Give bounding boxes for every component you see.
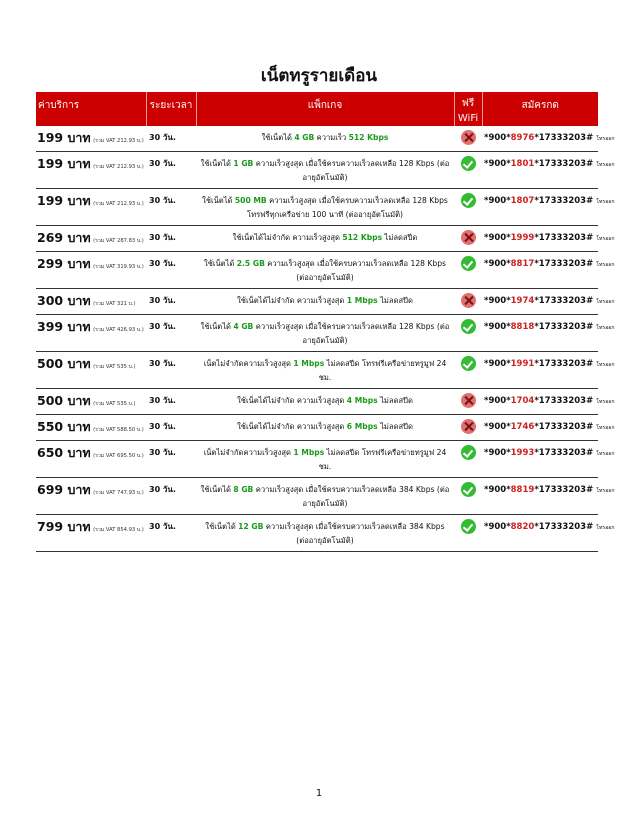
wifi-cell [454, 478, 482, 515]
wifi-cell [454, 289, 482, 315]
package-table [36, 92, 615, 552]
wifi-cell [454, 126, 482, 152]
price-cell [36, 152, 146, 189]
vat-note: (รวม VAT 588.50 บ.) [93, 427, 144, 433]
check-icon [461, 193, 476, 208]
period-cell: 30 วัน. [146, 289, 196, 315]
cross-icon [461, 230, 476, 245]
table-row [36, 189, 598, 226]
wifi-cell [454, 252, 482, 289]
package-cell [196, 226, 454, 252]
dial-code-cell[interactable] [482, 152, 615, 189]
call-label: โทรออก [596, 136, 615, 142]
check-icon [461, 482, 476, 497]
page-title: เน็ตทรูรายเดือน [260, 66, 378, 86]
package-cell [196, 315, 454, 352]
table-row [36, 289, 598, 315]
package-text: เน็ตไม่จำกัดความเร็วสูงสุด [203, 448, 294, 457]
package-text: ความเร็วสูงสุด เมื่อใช้ครบความเร็วลดเหลือ 128 Kbps (ต่ออายุอัตโนมัติ) [253, 322, 450, 345]
table-row [36, 226, 598, 252]
table-row [36, 441, 598, 478]
check-icon [461, 519, 476, 534]
table-row [36, 352, 598, 389]
wifi-cell [454, 515, 482, 552]
package-text: ใช้เน็ตได้ [205, 522, 239, 531]
vat-note: (รวม VAT 747.93 บ.) [93, 490, 144, 496]
package-text: ใช้เน็ตได้ [203, 259, 237, 268]
check-icon [461, 256, 476, 271]
package-text: เน็ตไม่จำกัดความเร็วสูงสุด [203, 359, 294, 368]
package-highlight: 12 GB [238, 522, 264, 531]
period-cell: 30 วัน. [146, 352, 196, 389]
dial-code[interactable]: *900*1991*17333203# [484, 359, 594, 369]
package-cell [196, 441, 454, 478]
package-highlight: 512 Kbps [348, 133, 389, 142]
wifi-cell [454, 415, 482, 441]
package-text: ไม่ลดสปีด [377, 422, 413, 431]
price-cell [36, 226, 146, 252]
package-highlight: 2.5 GB [236, 259, 265, 268]
package-highlight: 4 GB [233, 322, 254, 331]
package-highlight: 8 GB [233, 485, 254, 494]
price-cell [36, 515, 146, 552]
period-cell: 30 วัน. [146, 226, 196, 252]
package-cell [196, 478, 454, 515]
package-highlight: 1 Mbps [346, 296, 378, 305]
price-cell [36, 315, 146, 352]
package-highlight: 1 Mbps [293, 359, 325, 368]
dial-code-cell[interactable] [482, 415, 615, 441]
table-row [36, 315, 598, 352]
col-service-fee: ค่าบริการ [36, 92, 146, 126]
price: 799 บาท [37, 519, 91, 534]
cross-icon [461, 419, 476, 434]
period-cell: 30 วัน. [146, 389, 196, 415]
dial-code[interactable]: *900*8976*17333203# [484, 133, 594, 143]
table-row [36, 515, 598, 552]
price-cell [36, 389, 146, 415]
dial-code[interactable]: *900*8819*17333203# [484, 485, 594, 495]
table-row [36, 478, 598, 515]
vat-note: (รวม VAT 319.93 บ.) [93, 264, 144, 270]
vat-note: (รวม VAT 535 บ.) [93, 364, 136, 370]
package-cell [196, 152, 454, 189]
package-highlight: 4 Mbps [346, 396, 378, 405]
package-text: ใช้เน็ตได้ [202, 196, 235, 205]
period-cell: 30 วัน. [146, 415, 196, 441]
price-cell [36, 415, 146, 441]
package-text: ความเร็วสูงสุด เมื่อใช้ครบความเร็วลดเหลือ 384 Kbps (ต่ออายุอัตโนมัติ) [253, 485, 450, 508]
dial-code[interactable]: *900*8820*17333203# [484, 522, 594, 532]
call-label: โทรออก [596, 162, 615, 168]
dial-code[interactable]: *900*1704*17333203# [484, 396, 594, 406]
package-cell [196, 389, 454, 415]
dial-code[interactable]: *900*1993*17333203# [484, 448, 594, 458]
package-text: ความเร็ว [314, 133, 349, 142]
period-cell: 30 วัน. [146, 478, 196, 515]
table-row [36, 126, 598, 152]
package-highlight: 4 GB [294, 133, 315, 142]
price-cell [36, 478, 146, 515]
package-text: ใช้เน็ตได้ไม่จำกัด ความเร็วสูงสุด [237, 396, 347, 405]
price: 699 บาท [37, 482, 91, 497]
cross-icon [461, 393, 476, 408]
wifi-cell [454, 315, 482, 352]
package-highlight: 1 Mbps [293, 448, 325, 457]
check-icon [461, 445, 476, 460]
call-label: โทรออก [596, 488, 615, 494]
vat-note: (รวม VAT 321 บ.) [93, 301, 136, 307]
price: 500 บาท [37, 393, 91, 408]
period-cell: 30 วัน. [146, 126, 196, 152]
call-label: โทรออก [596, 399, 615, 405]
package-text: ไม่ลดสปีด [382, 233, 418, 242]
col-package: แพ็กเกจ [196, 92, 454, 126]
package-text: ความเร็วสูงสุด เมื่อใช้ครบความเร็วลดเหลือ 128 Kbps (ต่ออายุอัตโนมัติ) [253, 159, 450, 182]
dial-code[interactable]: *900*8818*17333203# [484, 322, 594, 332]
col-free-wifi: ฟรี WiFi [454, 92, 482, 126]
wifi-cell [454, 352, 482, 389]
package-text: ใช้เน็ตได้ [200, 485, 234, 494]
package-cell [196, 289, 454, 315]
price: 300 บาท [37, 293, 91, 308]
call-label: โทรออก [596, 299, 615, 305]
price: 299 บาท [37, 256, 91, 271]
check-icon [461, 356, 476, 371]
period-cell: 30 วัน. [146, 315, 196, 352]
dial-code-cell[interactable] [482, 126, 615, 152]
cross-icon [461, 130, 476, 145]
period-cell: 30 วัน. [146, 152, 196, 189]
call-label: โทรออก [596, 451, 615, 457]
call-label: โทรออก [596, 362, 615, 368]
table-row [36, 389, 598, 415]
package-text: ใช้เน็ตได้ไม่จำกัด ความเร็วสูงสุด [237, 296, 347, 305]
period-cell: 30 วัน. [146, 252, 196, 289]
dial-code-cell[interactable] [482, 289, 615, 315]
cross-icon [461, 293, 476, 308]
call-label: โทรออก [596, 425, 615, 431]
package-text: ไม่ลดสปีด [377, 296, 413, 305]
dial-code-cell[interactable] [482, 252, 615, 289]
vat-note: (รวม VAT 212.93 บ.) [93, 164, 144, 170]
price: 269 บาท [37, 230, 91, 245]
price-cell [36, 252, 146, 289]
period-cell: 30 วัน. [146, 515, 196, 552]
price: 500 บาท [37, 356, 91, 371]
dial-code-cell[interactable] [482, 478, 615, 515]
dial-code[interactable]: *900*1999*17333203# [484, 233, 594, 243]
package-text: ใช้เน็ตได้ไม่จำกัด ความเร็วสูงสุด [237, 422, 347, 431]
price-cell [36, 126, 146, 152]
price-cell [36, 441, 146, 478]
dial-code-cell[interactable] [482, 226, 615, 252]
call-label: โทรออก [596, 199, 615, 205]
price: 650 บาท [37, 445, 91, 460]
dial-code[interactable]: *900*1746*17333203# [484, 422, 594, 432]
dial-code[interactable]: *900*1801*17333203# [484, 159, 594, 169]
price: 199 บาท [37, 156, 91, 171]
vat-note: (รวม VAT 854.93 บ.) [93, 527, 144, 533]
package-cell [196, 252, 454, 289]
dial-code-cell[interactable] [482, 352, 615, 389]
package-text: ใช้เน็ตได้ [200, 159, 234, 168]
price: 199 บาท [37, 130, 91, 145]
vat-note: (รวม VAT 695.50 บ.) [93, 453, 144, 459]
price-cell [36, 189, 146, 226]
dial-code-cell[interactable] [482, 389, 615, 415]
check-icon [461, 319, 476, 334]
package-cell [196, 415, 454, 441]
dial-code-cell[interactable] [482, 189, 615, 226]
wifi-cell [454, 189, 482, 226]
call-label: โทรออก [596, 525, 615, 531]
package-text: ความเร็วสูงสุด เมื่อใช้ครบความเร็วลดเหลือ 384 Kbps (ต่ออายุอัตโนมัติ) [263, 522, 445, 545]
vat-note: (รวม VAT 426.93 บ.) [93, 327, 144, 333]
call-label: โทรออก [596, 236, 615, 242]
col-subscribe: สมัครกด [482, 92, 598, 126]
vat-note: (รวม VAT 212.93 บ.) [93, 138, 144, 144]
check-icon [461, 156, 476, 171]
call-label: โทรออก [596, 262, 615, 268]
package-highlight: 1 GB [233, 159, 254, 168]
package-text: ไม่ลดสปีด โทรฟรีเครือข่ายทรูมูฟ 24 ชม. [318, 448, 447, 471]
price-cell [36, 289, 146, 315]
dial-code-cell[interactable] [482, 441, 615, 478]
package-text: ไม่ลดสปีด โทรฟรีเครือข่ายทรูมูฟ 24 ชม. [318, 359, 447, 382]
package-highlight: 6 Mbps [346, 422, 378, 431]
dial-code-cell[interactable] [482, 315, 615, 352]
call-label: โทรออก [596, 325, 615, 331]
col-period: ระยะเวลา [146, 92, 196, 126]
dial-code[interactable]: *900*8817*17333203# [484, 259, 594, 269]
package-text: ใช้เน็ตได้ [261, 133, 295, 142]
vat-note: (รวม VAT 287.83 บ.) [93, 238, 144, 244]
table-row [36, 152, 598, 189]
package-cell [196, 126, 454, 152]
package-text: ความเร็วสูงสุด เมื่อใช้ครบความเร็วลดเหลือ 128 Kbps โทรฟรีทุกเครือข่าย 100 นาที (ต่ออายุอัตโนมัติ) [246, 196, 448, 219]
vat-note: (รวม VAT 535 บ.) [93, 401, 136, 407]
package-text: ความเร็วสูงสุด เมื่อใช้ครบความเร็วลดเหลือ 128 Kbps (ต่ออายุอัตโนมัติ) [264, 259, 447, 282]
package-highlight: 512 Kbps [342, 233, 383, 242]
wifi-cell [454, 389, 482, 415]
package-cell [196, 515, 454, 552]
table-row [36, 415, 598, 441]
table-row [36, 252, 598, 289]
package-text: ใช้เน็ตได้ไม่จำกัด ความเร็วสูงสุด [232, 233, 343, 242]
vat-note: (รวม VAT 212.93 บ.) [93, 201, 144, 207]
package-cell [196, 352, 454, 389]
package-text: ใช้เน็ตได้ [200, 322, 234, 331]
price: 550 บาท [37, 419, 91, 434]
package-highlight: 500 MB [234, 196, 267, 205]
period-cell: 30 วัน. [146, 441, 196, 478]
package-cell [196, 189, 454, 226]
price-cell [36, 352, 146, 389]
wifi-cell [454, 152, 482, 189]
price: 399 บาท [37, 319, 91, 334]
page-number: 1 [315, 788, 323, 799]
package-text: ไม่ลดสปีด [377, 396, 413, 405]
price: 199 บาท [37, 193, 91, 208]
period-cell: 30 วัน. [146, 189, 196, 226]
wifi-cell [454, 441, 482, 478]
dial-code[interactable]: *900*1807*17333203# [484, 196, 594, 206]
dial-code[interactable]: *900*1974*17333203# [484, 296, 594, 306]
dial-code-cell[interactable] [482, 515, 615, 552]
table-header-row [36, 92, 598, 126]
wifi-cell [454, 226, 482, 252]
